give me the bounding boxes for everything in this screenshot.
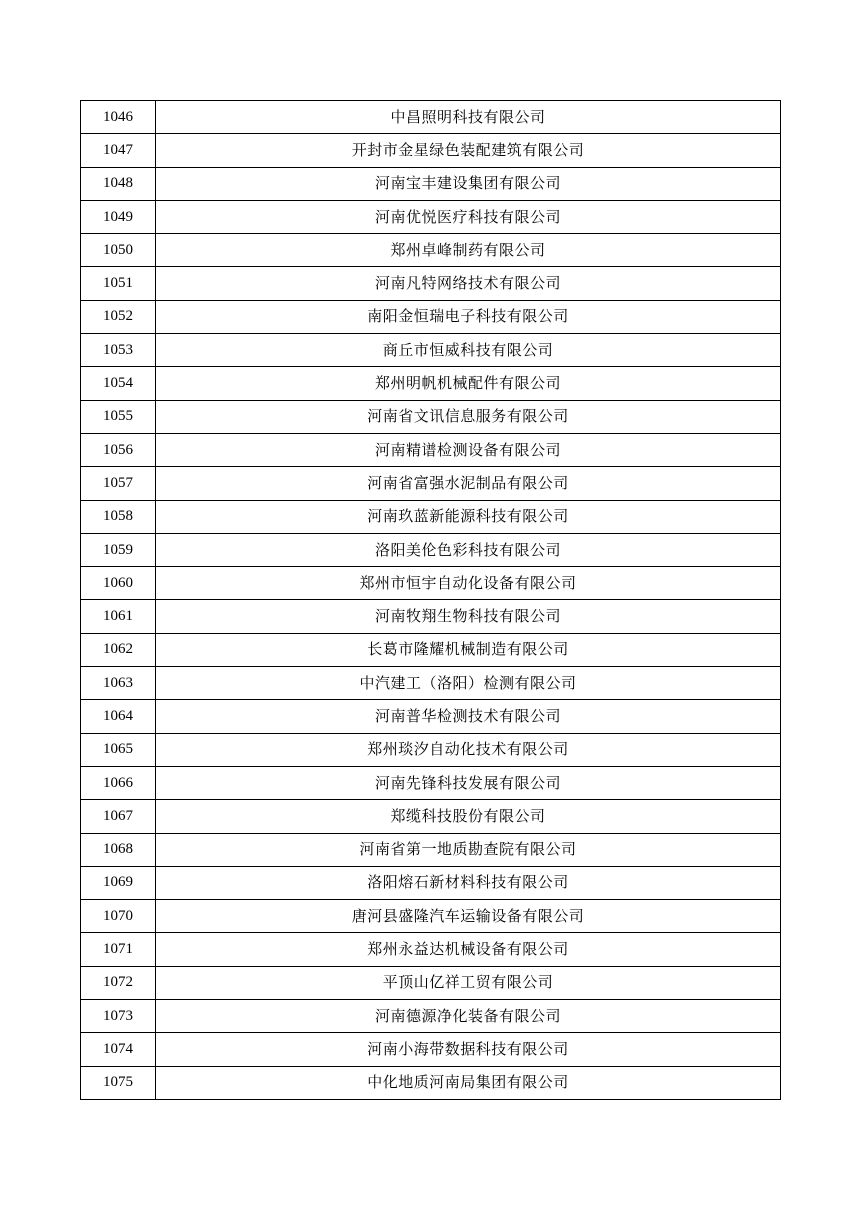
company-name-cell: 唐河县盛隆汽车运输设备有限公司 <box>156 900 781 933</box>
company-name-cell: 长葛市隆耀机械制造有限公司 <box>156 633 781 666</box>
row-number-cell: 1075 <box>81 1066 156 1099</box>
table-row <box>81 567 781 600</box>
row-number-cell: 1066 <box>81 766 156 799</box>
company-name-cell: 南阳金恒瑞电子科技有限公司 <box>156 300 781 333</box>
row-number-cell: 1062 <box>81 633 156 666</box>
row-number-cell: 1057 <box>81 467 156 500</box>
company-name-cell: 河南精谱检测设备有限公司 <box>156 433 781 466</box>
company-list-table <box>80 100 781 1100</box>
row-number-cell: 1052 <box>81 300 156 333</box>
company-name-cell: 河南玖蓝新能源科技有限公司 <box>156 500 781 533</box>
company-name-cell: 开封市金星绿色装配建筑有限公司 <box>156 134 781 167</box>
table-row <box>81 667 781 700</box>
table-row <box>81 700 781 733</box>
table-row <box>81 167 781 200</box>
row-number-cell: 1053 <box>81 334 156 367</box>
company-name-cell: 河南宝丰建设集团有限公司 <box>156 167 781 200</box>
table-row <box>81 900 781 933</box>
company-name-cell: 郑州市恒宇自动化设备有限公司 <box>156 567 781 600</box>
row-number-cell: 1065 <box>81 733 156 766</box>
table-row <box>81 600 781 633</box>
company-name-cell: 郑缆科技股份有限公司 <box>156 800 781 833</box>
row-number-cell: 1068 <box>81 833 156 866</box>
row-number-cell: 1074 <box>81 1033 156 1066</box>
company-name-cell: 中化地质河南局集团有限公司 <box>156 1066 781 1099</box>
table-row <box>81 300 781 333</box>
company-name-cell: 河南省第一地质勘查院有限公司 <box>156 833 781 866</box>
table-row <box>81 766 781 799</box>
company-name-cell: 河南小海带数据科技有限公司 <box>156 1033 781 1066</box>
row-number-cell: 1051 <box>81 267 156 300</box>
row-number-cell: 1060 <box>81 567 156 600</box>
row-number-cell: 1067 <box>81 800 156 833</box>
table-row <box>81 134 781 167</box>
company-name-cell: 平顶山亿祥工贸有限公司 <box>156 966 781 999</box>
company-name-cell: 河南普华检测技术有限公司 <box>156 700 781 733</box>
company-name-cell: 河南先锋科技发展有限公司 <box>156 766 781 799</box>
row-number-cell: 1073 <box>81 1000 156 1033</box>
table-row <box>81 334 781 367</box>
row-number-cell: 1056 <box>81 433 156 466</box>
table-row <box>81 1000 781 1033</box>
row-number-cell: 1050 <box>81 234 156 267</box>
table-row <box>81 733 781 766</box>
row-number-cell: 1047 <box>81 134 156 167</box>
company-name-cell: 洛阳美伦色彩科技有限公司 <box>156 533 781 566</box>
company-name-cell: 郑州琰汐自动化技术有限公司 <box>156 733 781 766</box>
company-name-cell: 郑州卓峰制药有限公司 <box>156 234 781 267</box>
table-row <box>81 467 781 500</box>
table-row <box>81 433 781 466</box>
table-body <box>81 101 781 1100</box>
row-number-cell: 1064 <box>81 700 156 733</box>
company-name-cell: 中昌照明科技有限公司 <box>156 101 781 134</box>
row-number-cell: 1059 <box>81 533 156 566</box>
table-row <box>81 200 781 233</box>
row-number-cell: 1061 <box>81 600 156 633</box>
row-number-cell: 1048 <box>81 167 156 200</box>
table-row <box>81 866 781 899</box>
company-name-cell: 商丘市恒威科技有限公司 <box>156 334 781 367</box>
table-row <box>81 833 781 866</box>
row-number-cell: 1058 <box>81 500 156 533</box>
table-row <box>81 933 781 966</box>
table-row <box>81 1033 781 1066</box>
company-name-cell: 河南牧翔生物科技有限公司 <box>156 600 781 633</box>
company-name-cell: 河南德源净化装备有限公司 <box>156 1000 781 1033</box>
row-number-cell: 1072 <box>81 966 156 999</box>
company-name-cell: 中汽建工（洛阳）检测有限公司 <box>156 667 781 700</box>
row-number-cell: 1069 <box>81 866 156 899</box>
table-row <box>81 234 781 267</box>
table-row <box>81 267 781 300</box>
table-row <box>81 533 781 566</box>
table-row <box>81 400 781 433</box>
company-name-cell: 郑州明帆机械配件有限公司 <box>156 367 781 400</box>
company-name-cell: 河南省文讯信息服务有限公司 <box>156 400 781 433</box>
table-row <box>81 500 781 533</box>
company-name-cell: 河南省富强水泥制品有限公司 <box>156 467 781 500</box>
row-number-cell: 1070 <box>81 900 156 933</box>
table-row <box>81 633 781 666</box>
table-row <box>81 1066 781 1099</box>
row-number-cell: 1055 <box>81 400 156 433</box>
row-number-cell: 1054 <box>81 367 156 400</box>
row-number-cell: 1071 <box>81 933 156 966</box>
company-name-cell: 河南凡特网络技术有限公司 <box>156 267 781 300</box>
company-name-cell: 郑州永益达机械设备有限公司 <box>156 933 781 966</box>
table-row <box>81 800 781 833</box>
table-row <box>81 966 781 999</box>
company-name-cell: 洛阳熔石新材料科技有限公司 <box>156 866 781 899</box>
table-row <box>81 101 781 134</box>
row-number-cell: 1063 <box>81 667 156 700</box>
table-row <box>81 367 781 400</box>
row-number-cell: 1049 <box>81 200 156 233</box>
company-name-cell: 河南优悦医疗科技有限公司 <box>156 200 781 233</box>
row-number-cell: 1046 <box>81 101 156 134</box>
